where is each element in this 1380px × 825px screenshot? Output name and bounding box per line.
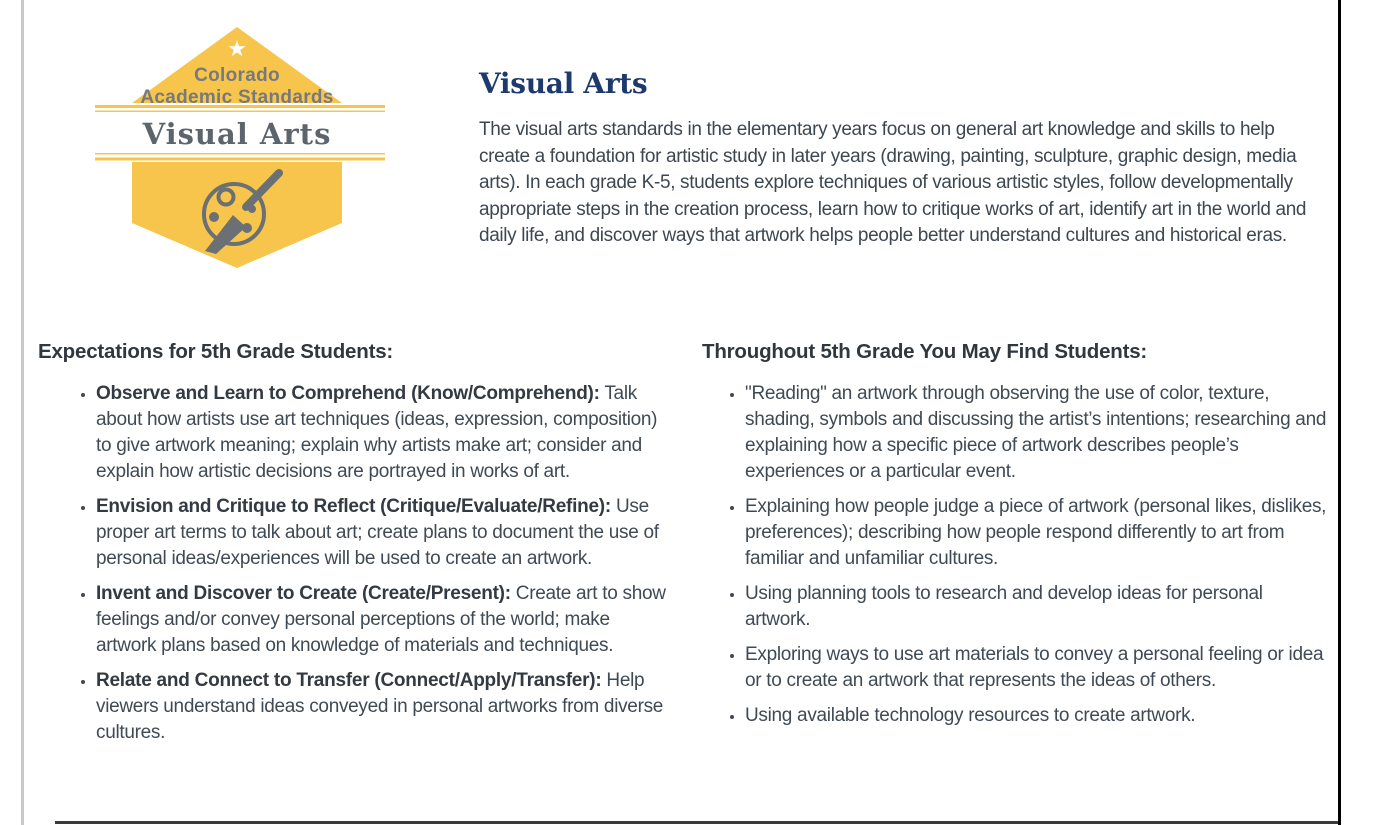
throughout-column	[702, 340, 1332, 738]
badge-org-line2: Academic Standards	[140, 87, 334, 108]
list-item: • Relate and Connect to Transfer (Connect/Apply/Transfer): Help viewers understand ideas conveyed in personal artworks from diverse cultures.	[96, 668, 672, 746]
list-item: • Envision and Critique to Reflect (Critique/Evaluate/Refine): Use proper art terms to talk about art; create plans to document the use of personal ideas/experiences will be used to create an artwork.	[96, 494, 672, 572]
right-border-rule	[1338, 0, 1341, 825]
expectations-list	[38, 381, 672, 746]
throughout-heading: Throughout 5th Grade You May Find Students:	[702, 340, 1148, 363]
list-item: • Invent and Discover to Create (Create/Present): Create art to show feelings and/or convey personal perceptions of the world; make artwork plans based on knowledge of materials and techniques.	[96, 581, 672, 659]
list-item: • Using planning tools to research and develop ideas for personal artwork.	[745, 581, 1332, 633]
list-item: • "Reading" an artwork through observing the use of color, texture, shading, symbols and discussing the artist’s intentions; researching and explaining how a specific piece of artwork describes people’s experiences or a particular event.	[745, 381, 1332, 485]
expectations-heading: Expectations for 5th Grade Students:	[38, 340, 394, 363]
badge-org-line1: Colorado	[194, 65, 280, 86]
page-title: Visual Arts	[479, 66, 648, 100]
bottom-divider-rule	[55, 821, 1338, 824]
throughout-list	[702, 381, 1332, 729]
list-item: • Exploring ways to use art materials to convey a personal feeling or idea or to create an artwork that represents the ideas of others.	[745, 642, 1332, 694]
list-item: • Observe and Learn to Comprehend (Know/Comprehend): Talk about how artists use art techniques (ideas, expression, composition) to give artwork meaning; explain why artists make art; consider and explain how artistic decisions are portrayed in works of art.	[96, 381, 672, 485]
badge-banner-label: Visual Arts	[142, 117, 332, 151]
expectations-column	[38, 340, 672, 755]
badge-graphic	[95, 18, 385, 273]
intro-paragraph: The visual arts standards in the elementary years focus on general art knowledge and skills to help create a foundation for artistic study in later years (drawing, painting, sculpture, graphic design, media arts). In each grade K-5, students explore techniques of various artistic styles, follow developmentally appropriate steps in the creation process, learn how to critique works of art, identify art in the world and daily life, and discover ways that artwork helps people better understand cultures and historical eras.	[479, 119, 1307, 246]
list-item: • Using available technology resources to create artwork.	[745, 703, 1332, 729]
left-border-rule	[21, 0, 24, 825]
star-icon: ★	[227, 37, 247, 62]
cas-visual-arts-badge	[95, 18, 385, 273]
list-item: • Explaining how people judge a piece of artwork (personal likes, dislikes, preferences); describing how people respond differently to art from familiar and unfamiliar cultures.	[745, 494, 1332, 572]
